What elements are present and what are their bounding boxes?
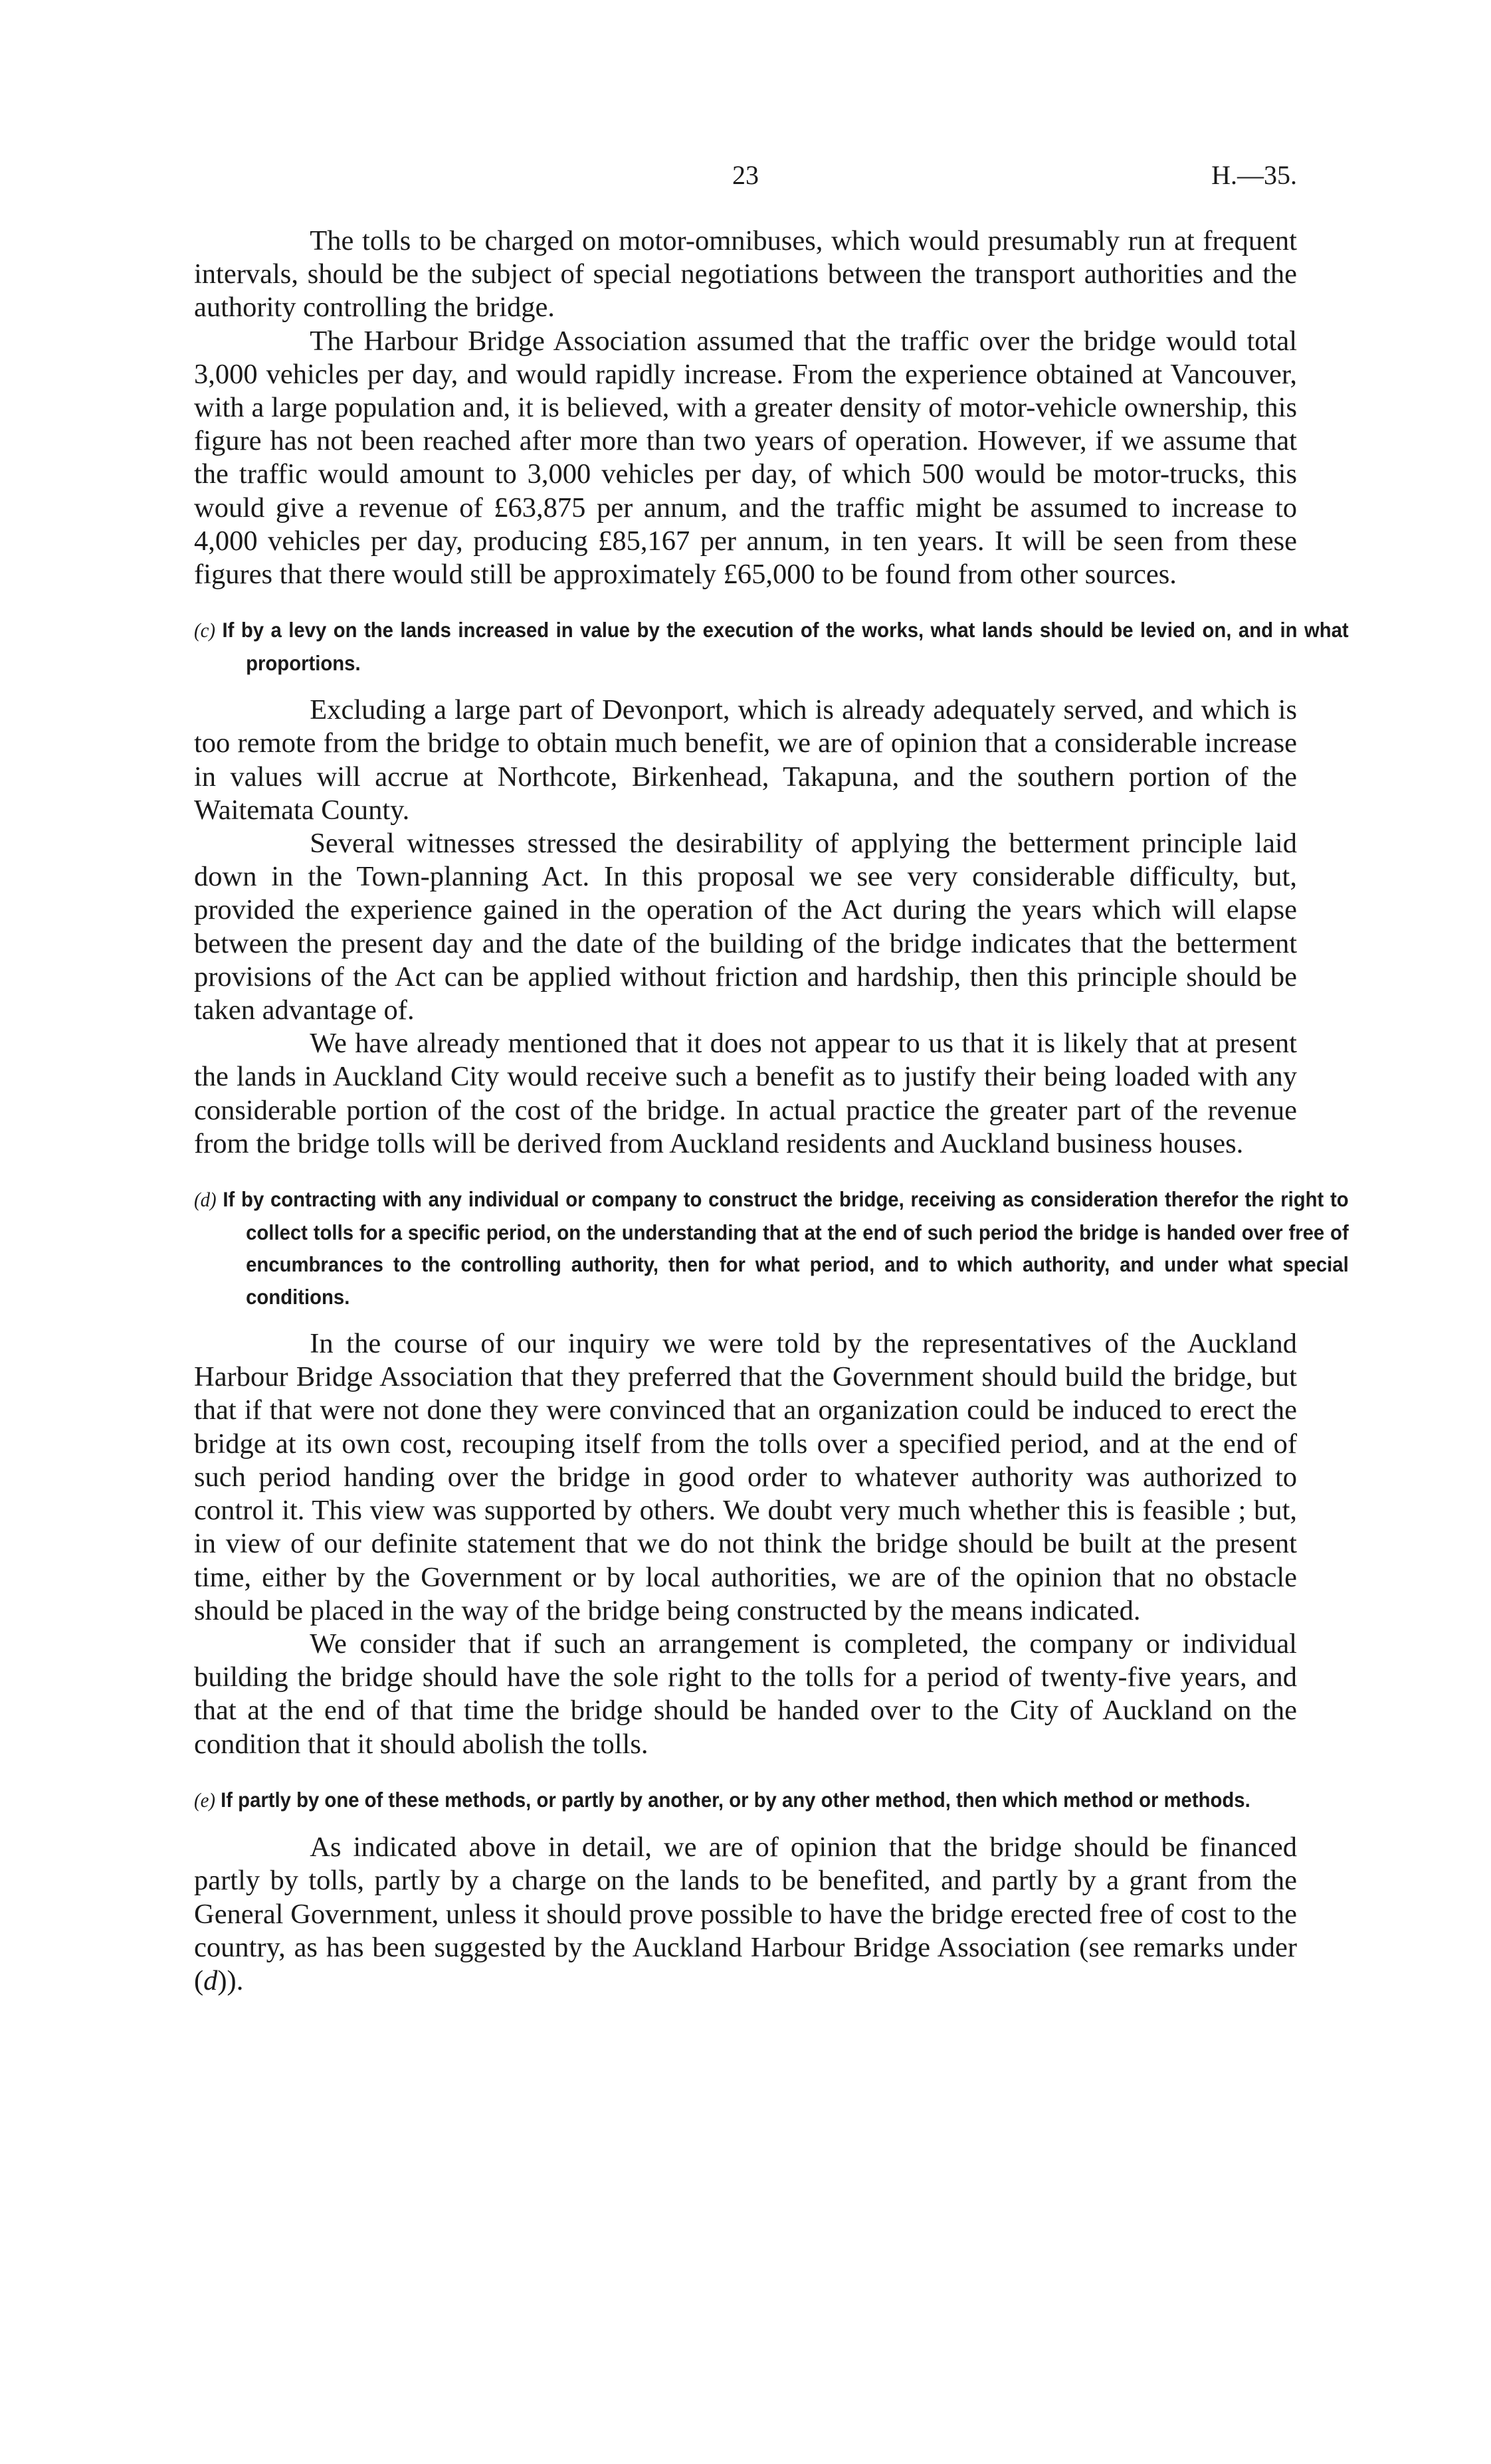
document-reference: H.—35. [1211,160,1297,190]
paragraph: The tolls to be charged on motor-omnibuses, which would presumably run at frequent intervals, should be the subject of special negotiations between the transport authorities and the authority controlling the bridge. [194,225,1297,324]
paragraph [194,1831,1297,1998]
question-letter: (d) [194,1188,217,1212]
question-letter: (e) [194,1788,215,1812]
page-header [194,159,1297,199]
paragraph-text: As indicated above in detail, we are of opinion that the bridge should be financed partly by tolls, partly by a charge on the lands to be benefited, and partly by a grant from the General Government, unless it should prove possible to have the bridge erected free of cost to the country, as has been suggested by the Auckland Harbour Bridge Association (see remarks under ( [194,1832,1297,1997]
paragraph-tail: )). [217,1965,244,1997]
paragraph: In the course of our inquiry we were told by the representatives of the Auckland Harbour Bridge Association that they preferred that the Government should build the bridge, but that if that were not done they were convinced that an organization could be induced to erect the bridge at its own cost, recouping itself from the tolls over a specified period, and at the end of such period handing over the bridge in good order to whatever authority was authorized to control it. This view was supported by others. We doubt very much whether this is feasible ; but, in view of our definite statement that we do not think the bridge should be built at the present time, either by the Government or by local authorities, we are of the opinion that no obstacle should be placed in the way of the bridge being constructed by the means indicated. [194,1328,1297,1626]
question-text: If partly by one of these methods, or partly by another, or by any other method, then which method or methods. [221,1787,1250,1812]
question-c [194,614,1349,679]
question-text: If by a levy on the lands increased in value by the execution of the works, what lands should be levied on, and in what proportions. [222,618,1349,675]
question-e [194,1784,1349,1817]
paragraph: We consider that if such an arrangement is completed, the company or individual building the bridge should have the sole right to the tolls for a period of twenty-five years, and that at the end of that time the bridge should be handed over to the City of Auckland on the condition that it should abolish the tolls. [194,1628,1297,1760]
question-d [194,1183,1349,1313]
page-number: 23 [732,160,759,190]
paragraph: Excluding a large part of Devonport, which is already adequately served, and which is too remote from the bridge to obtain much benefit, we are of opinion that a considerable increase in values will accrue at Northcote, Birkenhead, Takapuna, and the southern portion of the Waitemata County. [194,694,1297,826]
question-text: If by contracting with any individual or company to construct the bridge, receiving as consideration therefor the right to collect tolls for a specific period, on the understanding that at the end of such period the bridge is handed over free of encumbrances to the controlling authority, then for what period, and to which authority, and under what special conditions. [223,1187,1349,1309]
paragraph: We have already mentioned that it does not appear to us that it is likely that at present the lands in Auckland City would receive such a benefit as to justify their being loaded with any considerable portion of the cost of the bridge. In actual practice the greater part of the revenue from the bridge tolls will be derived from Auckland residents and Auckland business houses. [194,1028,1297,1159]
reference-letter: d [203,1965,218,1997]
paragraph: Several witnesses stressed the desirability of applying the betterment principle laid down in the Town-planning Act. In this proposal we see very considerable difficulty, but, provided the experience gained in the operation of the Act during the years which will elapse between the present day and the date of the building of the bridge indicates that the betterment provisions of the Act can be applied without friction and hardship, then this principle should be taken advantage of. [194,828,1297,1026]
paragraph: The Harbour Bridge Association assumed that the traffic over the bridge would total 3,000 vehicles per day, and would rapidly increase. From the experience obtained at Vancouver, with a large population and, it is believed, with a greater density of motor-vehicle ownership, this figure has not been reached after more than two years of operation. However, if we assume that the traffic would amount to 3,000 vehicles per day, of which 500 would be motor-trucks, this would give a revenue of £63,875 per annum, and the traffic might be assumed to increase to 4,000 vehicles per day, producing £85,167 per annum, in ten years. It will be seen from these figures that there would still be approximately £65,000 to be found from other sources. [194,325,1297,591]
document-body [194,225,1349,1998]
question-letter: (c) [194,618,215,642]
